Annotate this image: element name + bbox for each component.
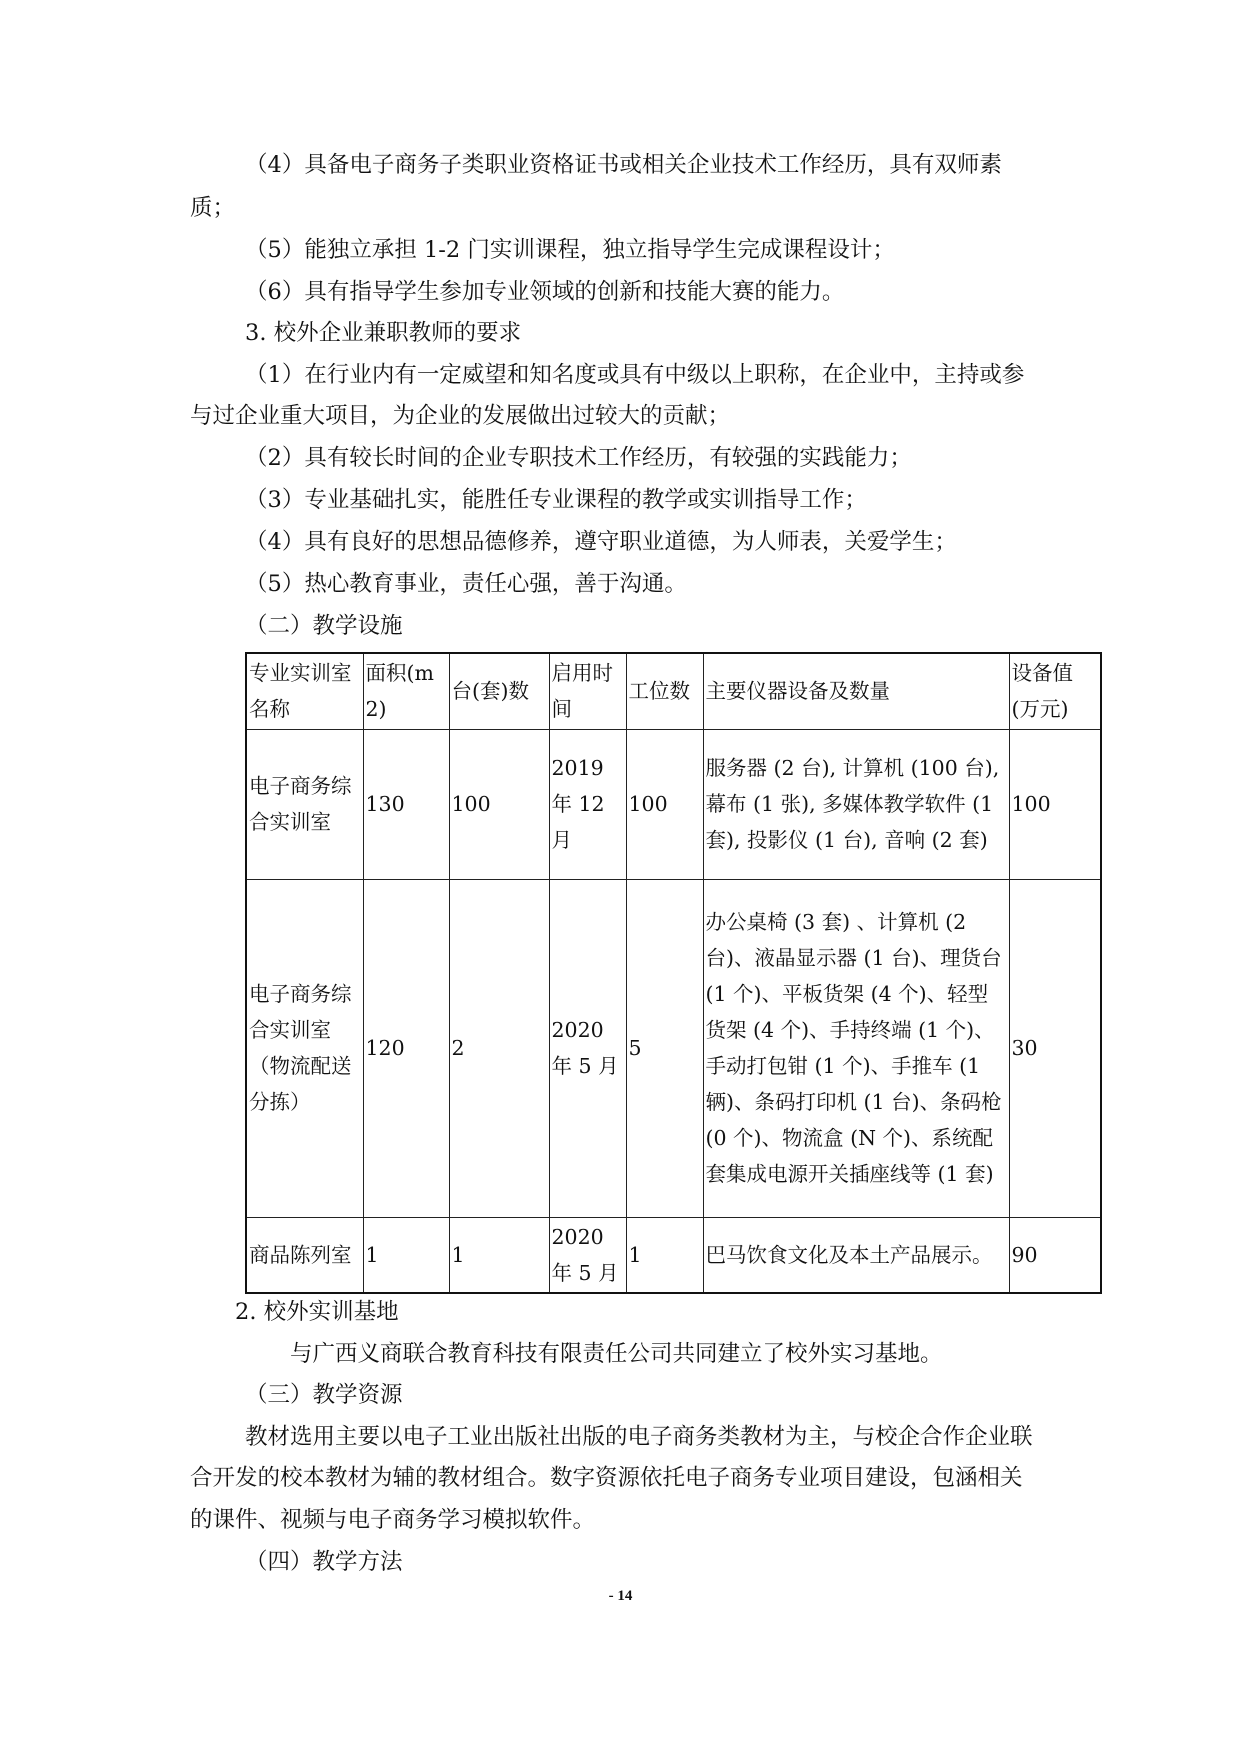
table-header-cell: 台(套)数	[449, 653, 549, 729]
paragraph-line: （4）具有良好的思想品德修养，遵守职业道德，为人师表，关爱学生；	[245, 529, 957, 555]
table-cell: 2020 年 5 月	[549, 1217, 626, 1293]
table-cell: 120	[363, 879, 449, 1217]
paragraph-line: （2）具有较长时间的企业专职技术工作经历，有较强的实践能力；	[245, 445, 912, 471]
page-number: - 14	[608, 1588, 633, 1604]
paragraph-line: （5）能独立承担 1-2 门实训课程，独立指导学生完成课程设计；	[245, 237, 895, 263]
paragraph-line: （4）具备电子商务子类职业资格证书或相关企业技术工作经历，具有双师素	[245, 152, 1002, 178]
paragraph-line: 与广西义商联合教育科技有限责任公司共同建立了校外实习基地。	[290, 1341, 943, 1367]
table-cell: 30	[1009, 879, 1101, 1217]
paragraph-line: （6）具有指导学生参加专业领域的创新和技能大赛的能力。	[245, 279, 845, 305]
table-header-row	[246, 653, 1101, 729]
table-row	[246, 1217, 1101, 1293]
table-cell: 100	[626, 729, 703, 879]
section-heading: （四）教学方法	[245, 1549, 403, 1575]
table-cell: 2020 年 5 月	[549, 879, 626, 1217]
section-heading: （二）教学设施	[245, 613, 403, 639]
paragraph-line: （3）专业基础扎实，能胜任专业课程的教学或实训指导工作；	[245, 487, 867, 513]
paragraph-line: 与过企业重大项目，为企业的发展做出过较大的贡献；	[190, 403, 731, 429]
table-cell: 130	[363, 729, 449, 879]
table-header-cell: 主要仪器设备及数量	[703, 653, 1009, 729]
paragraph-line: 的课件、视频与电子商务学习模拟软件。	[190, 1507, 596, 1533]
table-cell: 1	[363, 1217, 449, 1293]
paragraph-line: 教材选用主要以电子工业出版社出版的电子商务类教材为主，与校企合作企业联	[245, 1424, 1033, 1450]
table-cell: 2	[449, 879, 549, 1217]
table-header-cell: 工位数	[626, 653, 703, 729]
facilities-table	[245, 652, 1102, 1294]
table-cell: 商品陈列室	[246, 1217, 363, 1293]
paragraph-line: （5）热心教育事业，责任心强，善于沟通。	[245, 571, 687, 597]
table-cell: 巴马饮食文化及本土产品展示。	[703, 1217, 1009, 1293]
table-cell: 服务器 (2 台), 计算机 (100 台), 幕布 (1 张), 多媒体教学软件 (1 套), 投影仪 (1 台), 音响 (2 套)	[703, 729, 1009, 879]
table-header-cell: 启用时间	[549, 653, 626, 729]
table-cell: 电子商务综合实训室（物流配送分拣）	[246, 879, 363, 1217]
table-cell: 90	[1009, 1217, 1101, 1293]
table-cell: 5	[626, 879, 703, 1217]
table-header-cell: 面积(m2)	[363, 653, 449, 729]
paragraph-line: （1）在行业内有一定威望和知名度或具有中级以上职称，在企业中，主持或参	[245, 362, 1025, 388]
table-cell: 2019 年 12 月	[549, 729, 626, 879]
paragraph-line: 合开发的校本教材为辅的教材组合。数字资源依托电子商务专业项目建设，包涵相关	[190, 1465, 1023, 1491]
table-cell: 100	[449, 729, 549, 879]
table-row	[246, 879, 1101, 1217]
paragraph-line: 质；	[190, 195, 236, 221]
table-header-cell: 专业实训室名称	[246, 653, 363, 729]
section-heading: 3. 校外企业兼职教师的要求	[245, 320, 522, 346]
table-row	[246, 729, 1101, 879]
table-cell: 1	[449, 1217, 549, 1293]
table-cell: 1	[626, 1217, 703, 1293]
section-heading: （三）教学资源	[245, 1382, 403, 1408]
table-cell: 电子商务综合实训室	[246, 729, 363, 879]
section-heading: 2. 校外实训基地	[235, 1299, 399, 1325]
table-cell: 办公桌椅 (3 套) 、计算机 (2 台)、液晶显示器 (1 台)、理货台 (1 个)、平板货架 (4 个)、轻型货架 (4 个)、手持终端 (1 个)、手动打包钳 (1 个)、手推车 (1 辆)、条码打印机 (1 台)、条码枪 (0 个)、物流盒 (N 个)、系统配套集成电源开关插座线等 (1 套)	[703, 879, 1009, 1217]
table-cell: 100	[1009, 729, 1101, 879]
table-header-cell: 设备值(万元)	[1009, 653, 1101, 729]
